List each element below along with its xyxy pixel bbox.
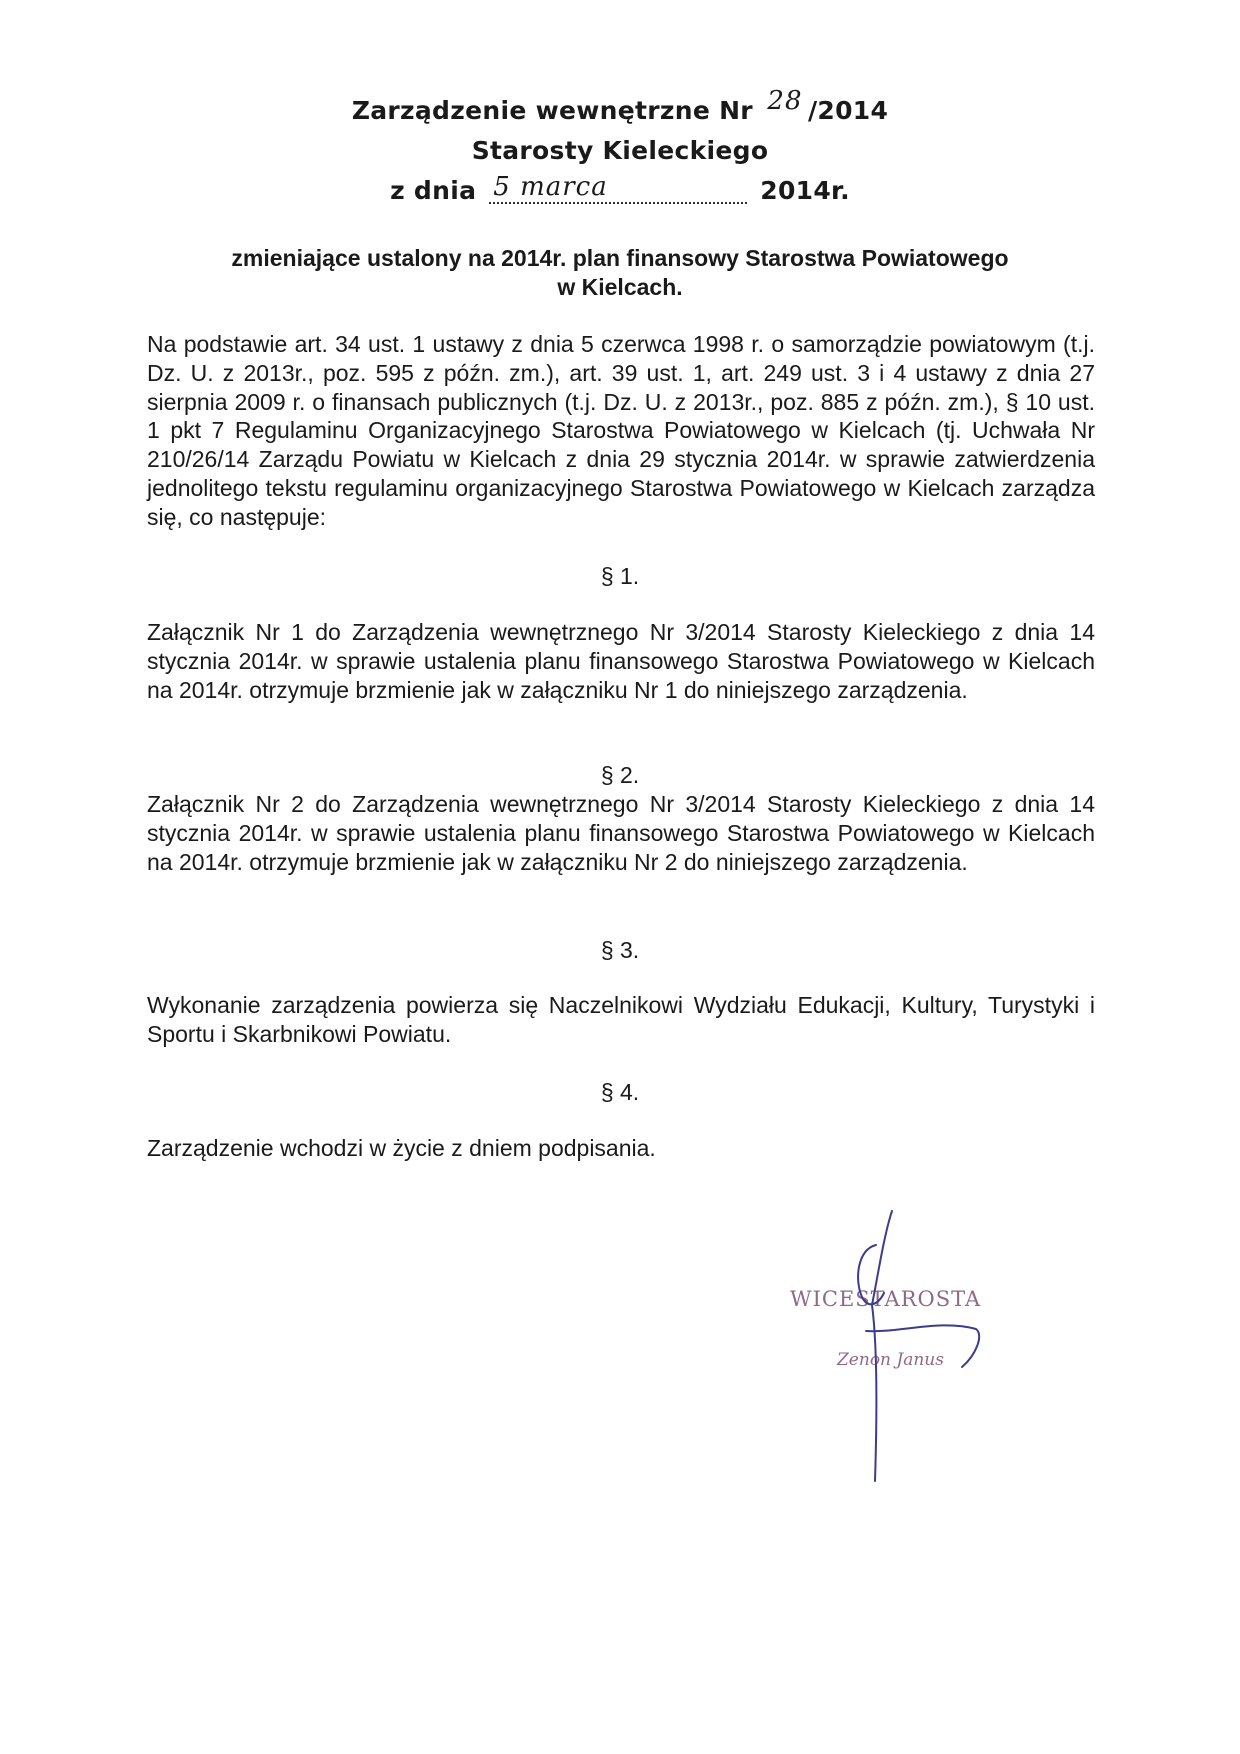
section-2-text: Załącznik Nr 2 do Zarządzenia wewnętrznego Nr 3/2014 Starosty Kieleckiego z dnia 14 stycznia 2014r. w sprawie ustalenia planu finansowego Starostwa Powiatowego w Kielcach na 2014r. otrzymuje brzmienie jak w załączniku Nr 2 do niniejszego zarządzenia. [147,791,1095,875]
date-prefix: z dnia [390,176,477,205]
subject-line-1: zmieniające ustalony na 2014r. plan finansowy Starostwa Powiatowego [231,245,1009,271]
section-2-heading: § 2. [600,762,640,788]
document-subject [150,244,1090,302]
stamp-title: WICESTAROSTA [790,1287,982,1311]
date-suffix: 2014r. [760,176,850,205]
section-4-heading: § 4. [600,1079,640,1105]
section-4-text: Zarządzenie wchodzi w życie z dniem podpisania. [147,1135,656,1161]
document-title [0,86,1240,126]
signature-block [780,1205,1040,1485]
section-1-text: Załącznik Nr 1 do Zarządzenia wewnętrznego Nr 3/2014 Starosty Kieleckiego z dnia 14 stycznia 2014r. w sprawie ustalenia planu finansowego Starostwa Powiatowego w Kielcach na 2014r. otrzymuje brzmienie jak w załączniku Nr 1 do niniejszego zarządzenia. [147,619,1095,703]
title-prefix: Zarządzenie wewnętrzne Nr [351,96,753,125]
legal-basis-paragraph: Na podstawie art. 34 ust. 1 ustawy z dnia 5 czerwca 1998 r. o samorządzie powiatowym (t.j. Dz. U. z 2013r., poz. 595 z późn. zm.), art. 39 ust. 1, art. 249 ust. 3 i 4 ustawy z dnia 27 sierpnia 2009 r. o finansach publicznych (t.j. Dz. U. z 2013r., poz. 885 z późn. zm.), § 10 ust. 1 pkt 7 Regulaminu Organizacyjnego Starostwa Powiatowego w Kielcach (tj. Uchwała Nr 210/26/14 Zarządu Powiatu w Kielcach z dnia 29 stycznia 2014r. w sprawie zatwierdzenia jednolitego tekstu regulaminu organizacyjnego Starostwa Powiatowego w Kielcach zarządza się, co następuje: [147,331,1095,530]
date-fill-line [489,172,747,204]
subject-line-2: w Kielcach. [557,274,683,300]
handwritten-number: 28 [767,86,803,116]
handwritten-date: 5 marca [493,172,608,202]
title-suffix: /2014 [807,96,889,125]
handwritten-signature-icon [780,1205,1040,1485]
document-date [0,172,1240,205]
section-3-text: Wykonanie zarządzenia powierza się Naczelnikowi Wydziału Edukacji, Kultury, Turystyki i Sportu i Skarbnikowi Powiatu. [147,992,1095,1047]
section-3-heading: § 3. [600,937,640,963]
issuing-authority: Starosty Kieleckiego [471,136,769,165]
section-1-heading: § 1. [600,563,640,589]
stamp-name: Zenon Janus [837,1350,944,1370]
